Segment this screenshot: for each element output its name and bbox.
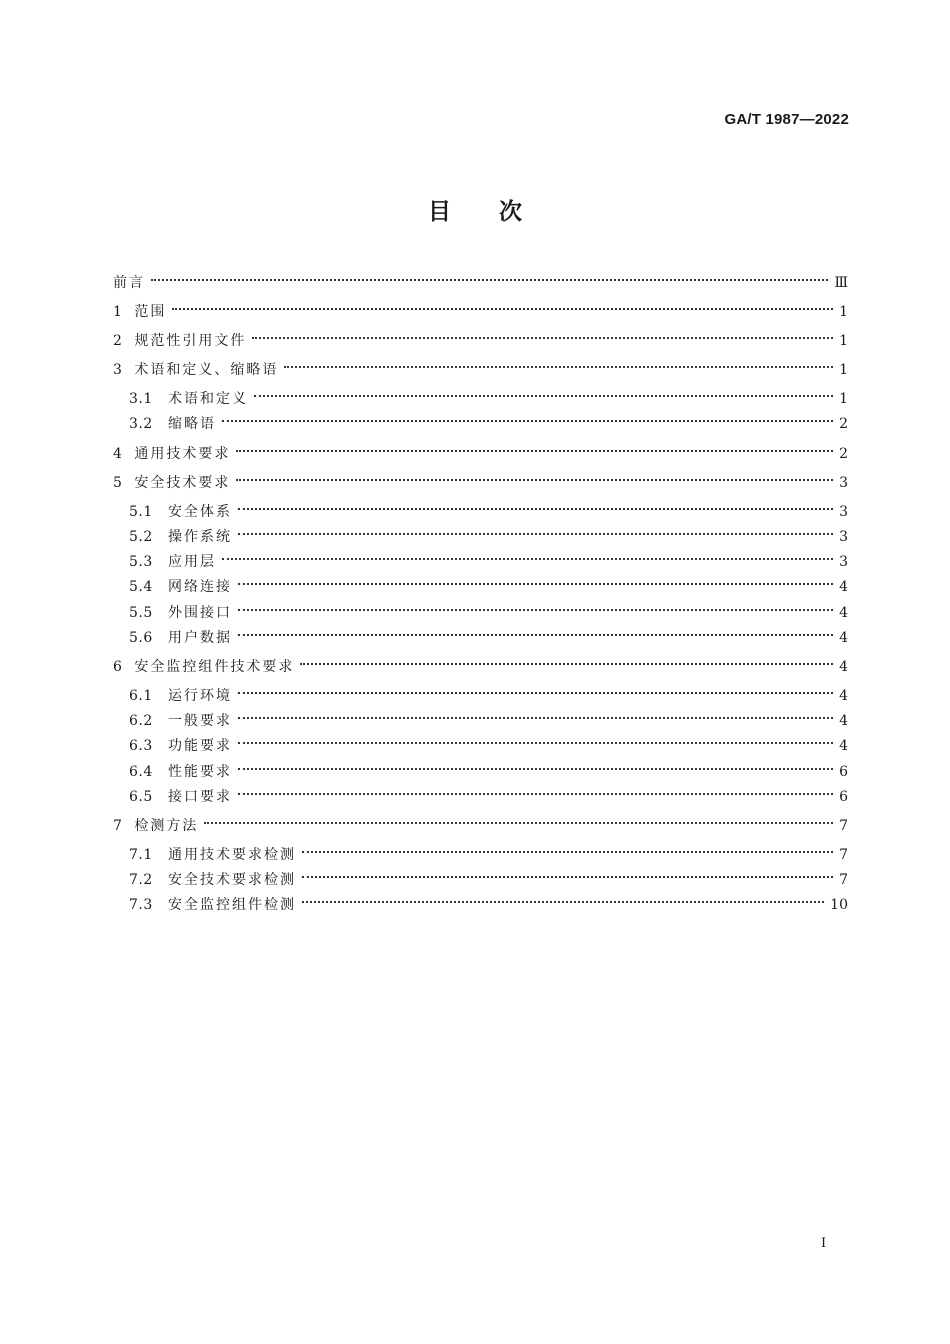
toc-dot-leader [204, 822, 833, 824]
toc-entry-page: 4 [839, 579, 848, 595]
toc-entry[interactable] [129, 869, 848, 891]
toc-dot-leader [236, 479, 833, 481]
toc-entry-page: 7 [839, 872, 848, 888]
toc-entry-number: 6.1 [129, 688, 153, 704]
toc-entry-title: 网络连接 [168, 579, 232, 595]
toc-entry-number: 6.4 [129, 764, 153, 780]
toc-dot-leader [222, 420, 833, 422]
toc-dot-leader [302, 876, 833, 878]
toc-dot-leader [238, 508, 833, 510]
toc-dot-leader [302, 851, 833, 853]
toc-entry-page: 4 [839, 688, 848, 704]
toc-entry-title: 术语和定义 [168, 391, 248, 407]
toc-entry-title: 安全技术要求 [134, 475, 231, 491]
toc-entry-number: 5.6 [129, 630, 153, 646]
toc-entry-page: 10 [830, 897, 848, 913]
toc-entry-number: 3 [113, 362, 123, 378]
toc-entry-title: 操作系统 [168, 529, 232, 545]
toc-entry[interactable] [113, 443, 848, 465]
toc-entry-title: 安全监控组件技术要求 [134, 659, 295, 675]
toc-entry-title: 一般要求 [168, 713, 232, 729]
toc-entry-title: 安全监控组件检测 [168, 897, 296, 913]
toc-entry-number: 4 [113, 446, 123, 462]
toc-entry-number: 7.1 [129, 847, 153, 863]
toc-entry-title: 缩略语 [168, 416, 216, 432]
toc-entry[interactable] [129, 685, 848, 707]
toc-entry[interactable] [129, 761, 848, 783]
toc-entry-page: 4 [839, 713, 848, 729]
toc-entry-title: 规范性引用文件 [134, 333, 247, 349]
toc-dot-leader [238, 717, 833, 719]
toc-entry-number: 3.1 [129, 391, 153, 407]
toc-entry[interactable] [129, 501, 848, 523]
toc-entry[interactable] [129, 786, 848, 808]
toc-entry-page: 1 [839, 304, 848, 320]
toc-entry-page: 7 [839, 847, 848, 863]
toc-entry-title: 运行环境 [168, 688, 232, 704]
toc-entry[interactable] [129, 710, 848, 732]
toc-entry-number: 7.3 [129, 897, 153, 913]
toc-entry[interactable] [113, 656, 848, 678]
toc-entry[interactable] [129, 551, 848, 573]
toc-entry-page: 3 [839, 504, 848, 520]
toc-entry-number: 5 [113, 475, 123, 491]
toc-entry-title: 范围 [134, 304, 167, 320]
toc-entry[interactable] [129, 894, 848, 916]
toc-entry[interactable] [129, 576, 848, 598]
page-number: I [821, 1236, 827, 1251]
toc-entry-number: 6.5 [129, 789, 153, 805]
toc-entry-number: 5.4 [129, 579, 153, 595]
toc-dot-leader [222, 558, 833, 560]
toc-entry-title: 前言 [113, 275, 145, 291]
toc-entry[interactable] [113, 272, 848, 294]
toc-entry-number: 6.3 [129, 738, 153, 754]
toc-entry-title: 功能要求 [168, 738, 232, 754]
toc-entry-title: 外围接口 [168, 605, 232, 621]
toc-entry-page: 1 [839, 362, 848, 378]
toc-entry-title: 用户数据 [168, 630, 232, 646]
toc-entry-number: 7.2 [129, 872, 153, 888]
toc-dot-leader [302, 901, 824, 903]
toc-entry-page: 4 [839, 605, 848, 621]
toc-entry-number: 3.2 [129, 416, 153, 432]
toc-entry-number: 2 [113, 333, 123, 349]
toc-entry-page: 6 [839, 764, 848, 780]
toc-entry-page: 3 [839, 554, 848, 570]
toc-entry-title: 检测方法 [134, 818, 199, 834]
toc-entry-page: 4 [839, 630, 848, 646]
toc-entry[interactable] [113, 472, 848, 494]
toc-entry-number: 5.2 [129, 529, 153, 545]
toc-dot-leader [238, 583, 833, 585]
toc-dot-leader [238, 692, 833, 694]
toc-entry-title: 通用技术要求 [134, 446, 231, 462]
toc-dot-leader [300, 663, 833, 665]
toc-entry-page: 4 [839, 738, 848, 754]
toc-entry-number: 5.5 [129, 605, 153, 621]
toc-entry-title: 通用技术要求检测 [168, 847, 296, 863]
toc-entry-page: 4 [839, 659, 848, 675]
toc-entry[interactable] [129, 526, 848, 548]
toc-entry-number: 6 [113, 659, 123, 675]
toc-entry[interactable] [129, 627, 848, 649]
toc-dot-leader [238, 533, 833, 535]
toc-entry-page: 6 [839, 789, 848, 805]
toc-dot-leader [172, 308, 833, 310]
toc-dot-leader [238, 742, 833, 744]
toc-entry[interactable] [113, 359, 848, 381]
toc-entry-title: 安全技术要求检测 [168, 872, 296, 888]
toc-dot-leader [252, 337, 833, 339]
toc-entry-title: 接口要求 [168, 789, 232, 805]
document-code: GA/T 1987—2022 [724, 111, 849, 128]
toc-entry[interactable] [129, 735, 848, 757]
toc-entry-title: 术语和定义、缩略语 [134, 362, 279, 378]
page-title: 目次 [428, 199, 570, 225]
toc-dot-leader [238, 609, 833, 611]
toc-entry-page: 3 [839, 475, 848, 491]
toc-entry-number: 5.1 [129, 504, 153, 520]
toc-entry-number: 1 [113, 304, 123, 320]
toc-entry[interactable] [129, 388, 848, 410]
toc-entry-page: 1 [839, 333, 848, 349]
toc-dot-leader [284, 366, 833, 368]
toc-entry[interactable] [129, 844, 848, 866]
toc-entry[interactable] [129, 602, 848, 624]
toc-entry-page: 2 [839, 416, 848, 432]
toc-entry-page: 3 [839, 529, 848, 545]
toc-entry-title: 性能要求 [168, 764, 232, 780]
toc-dot-leader [151, 279, 828, 281]
toc-entry-number: 6.2 [129, 713, 153, 729]
toc-entry-page: Ⅲ [834, 275, 848, 291]
toc-entry[interactable] [113, 815, 848, 837]
toc-dot-leader [238, 634, 833, 636]
toc-dot-leader [238, 768, 833, 770]
toc-dot-leader [254, 395, 833, 397]
toc-entry-page: 7 [839, 818, 848, 834]
toc-entry-number: 7 [113, 818, 123, 834]
toc-entry-title: 安全体系 [168, 504, 232, 520]
toc-entry[interactable] [129, 413, 848, 435]
toc-entry[interactable] [113, 301, 848, 323]
toc-entry-number: 5.3 [129, 554, 153, 570]
toc-dot-leader [238, 793, 833, 795]
toc-entry-page: 2 [839, 446, 848, 462]
toc-entry-title: 应用层 [168, 554, 216, 570]
toc-entry[interactable] [113, 330, 848, 352]
toc-entry-page: 1 [839, 391, 848, 407]
toc-dot-leader [236, 450, 833, 452]
